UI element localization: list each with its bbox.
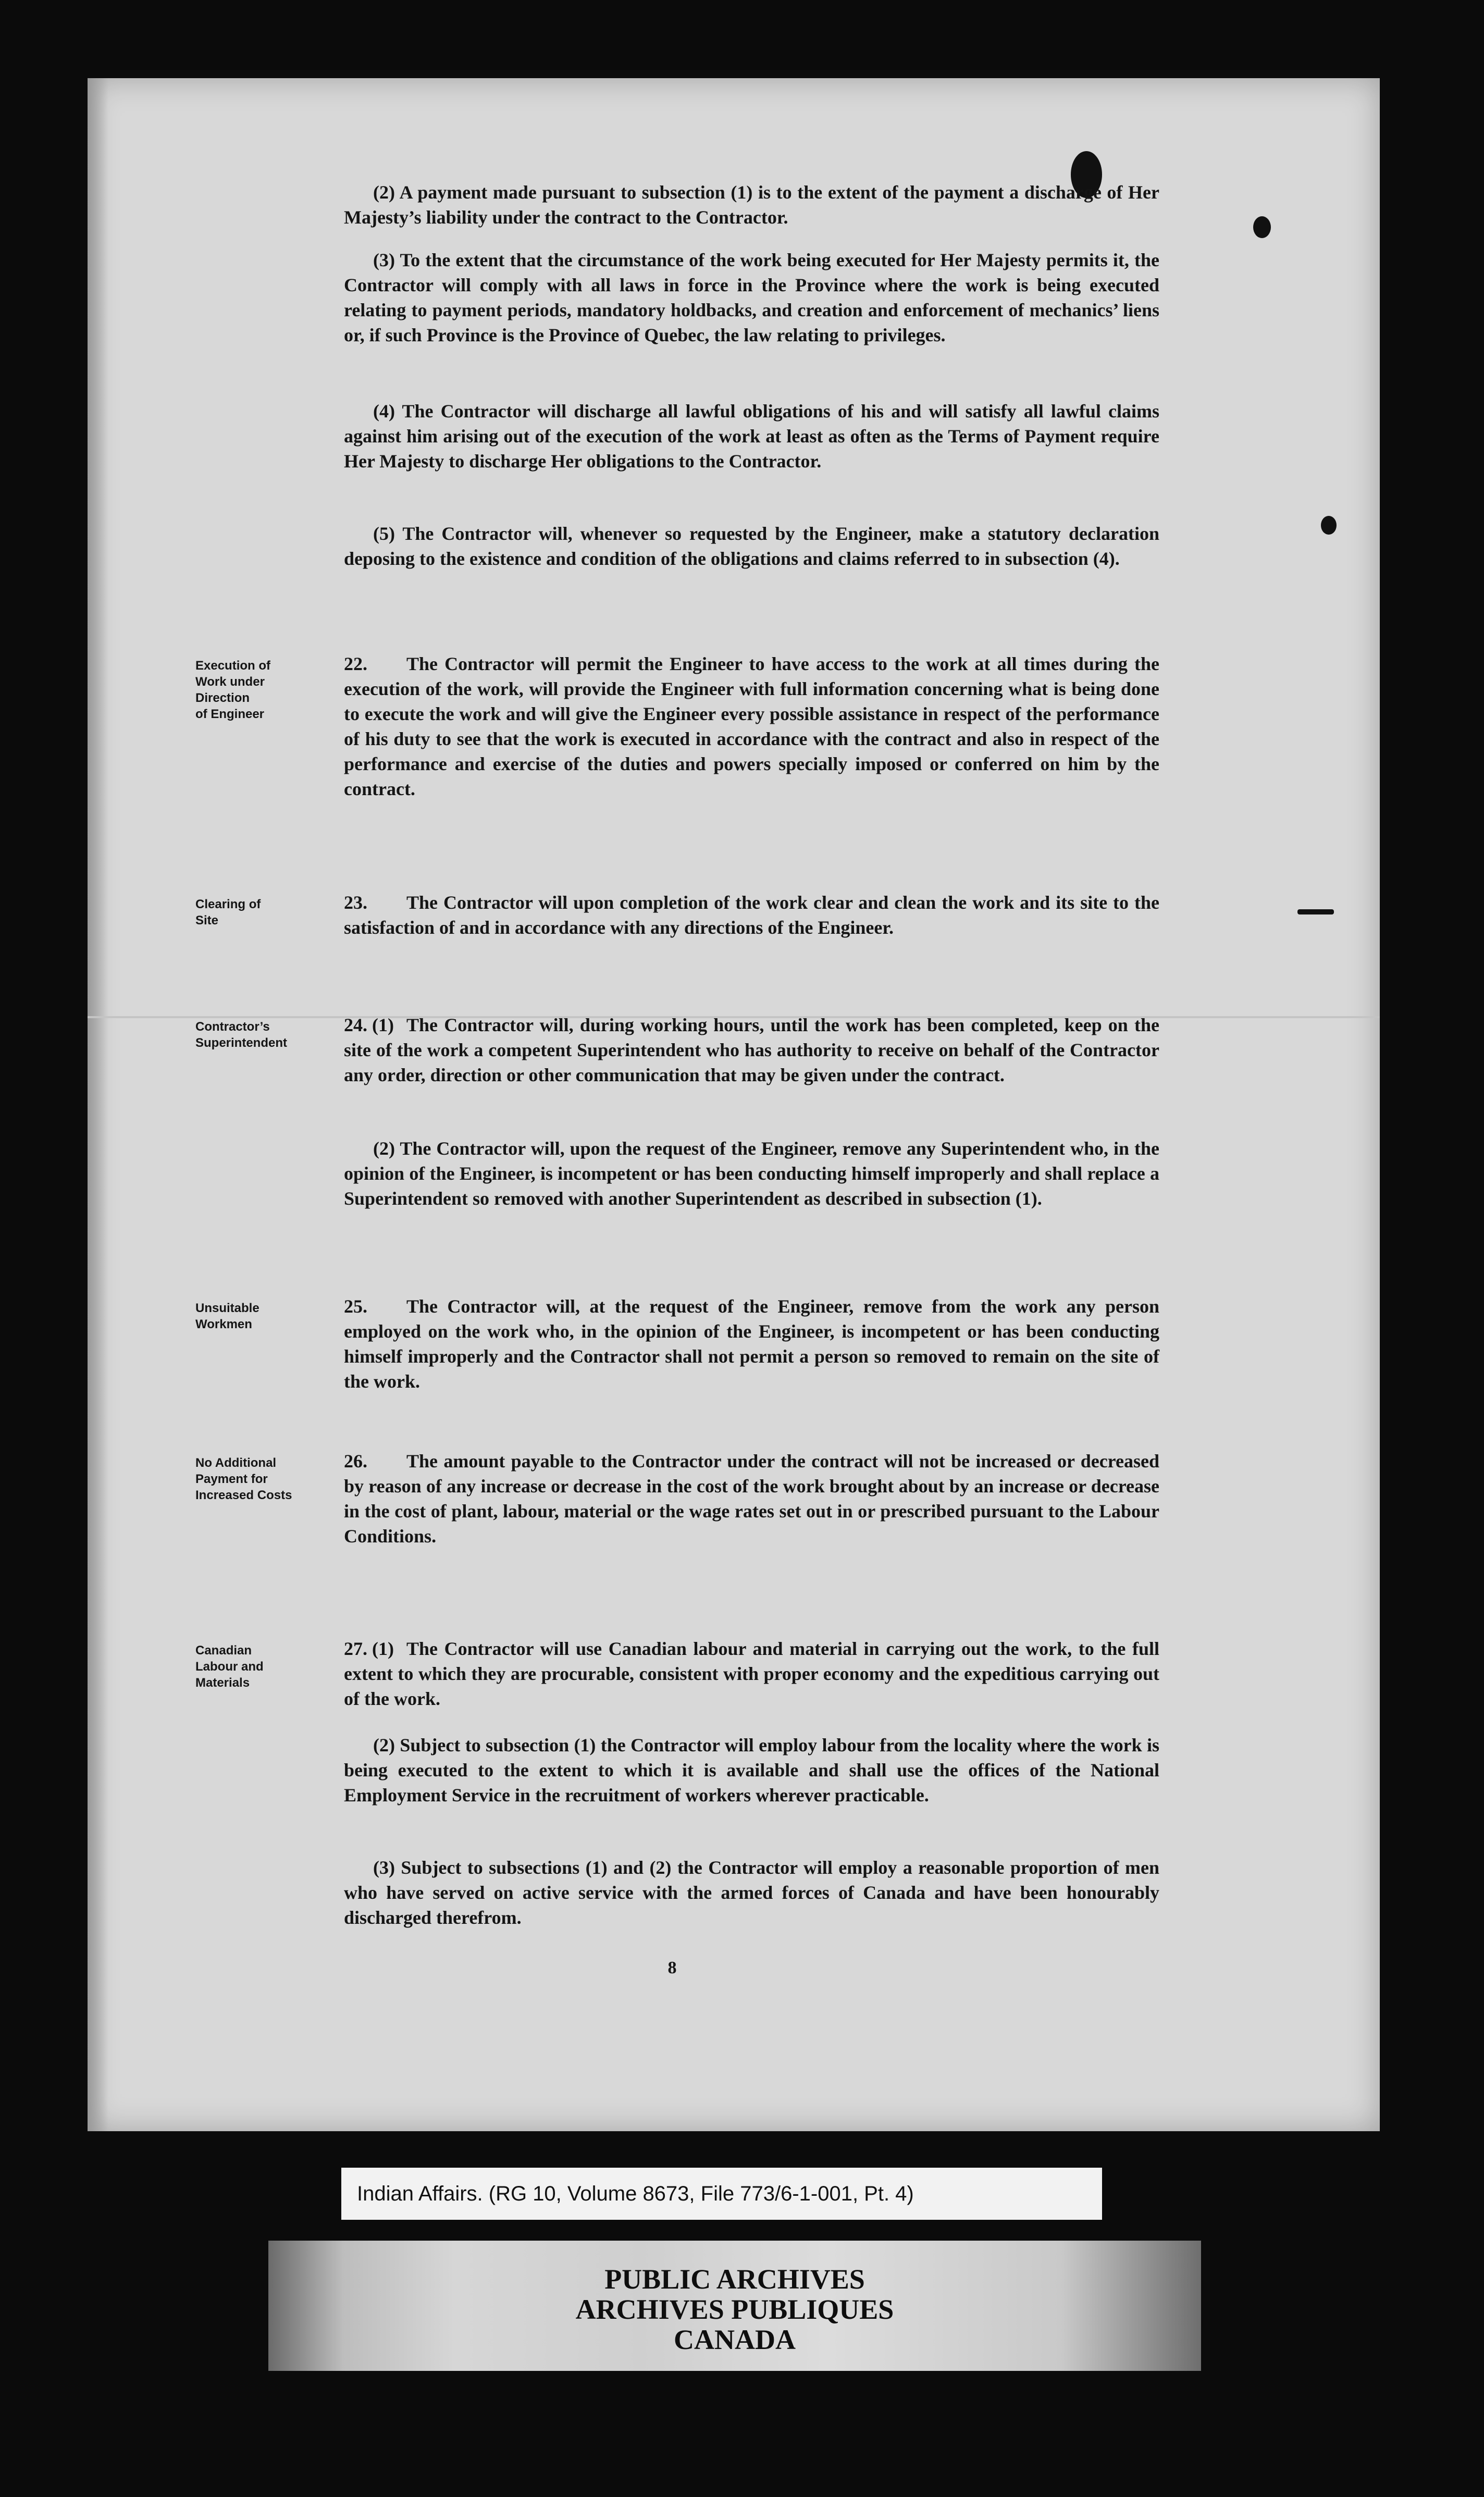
section-22 [344, 651, 1159, 801]
archive-line-1: PUBLIC ARCHIVES [604, 2264, 865, 2295]
paragraph-5: (5) The Contractor will, whenever so requested by the Engineer, make a statutory declaration deposing to the existence and condition of the obligations and claims referred to in subsection (4). [344, 523, 1159, 569]
section-24-2: (2) The Contractor will, upon the request of the Engineer, remove any Superintendent who, in the opinion of the Engineer, is incompetent or has been conducting himself improperly and shall replace a Superintendent so removed with another Superintendent as described in subsection (1). [344, 1138, 1159, 1209]
section-number: 23. [344, 892, 367, 913]
section-26 [344, 1449, 1159, 1549]
margin-heading-22: Execution of Work under Direction of Engineer [195, 659, 271, 721]
document-page [88, 78, 1380, 2131]
archive-line-3: CANADA [674, 2324, 796, 2355]
margin-heading-23: Clearing of Site [195, 897, 261, 928]
archive-stamp-strip [268, 2241, 1201, 2371]
archive-line-2: ARCHIVES PUBLIQUES [575, 2294, 894, 2325]
section-27-2: (2) Subject to subsection (1) the Contractor will employ labour from the locality where the work is being executed to the extent to which it is available and shall use the offices of the National Employment Service in the recruitment of workers wherever practicable. [344, 1735, 1159, 1806]
margin-heading-26: No Additional Payment for Increased Costs [195, 1456, 292, 1502]
section-25 [344, 1294, 1159, 1394]
section-text: The Contractor will, during working hours, until the work has been completed, keep on the site of the work a competent Superintendent who has authority to receive on behalf of the Contractor any order, direction or other communication that may be given under the contract. [344, 1015, 1159, 1085]
section-text: The amount payable to the Contractor under the contract will not be increased or decreased by reason of any increase or decrease in the cost of the work brought about by an increase or decrease in the cost of plant, labour, material or the wage rates set out in or prescribed pursuant to the Labour Conditions. [344, 1451, 1159, 1547]
margin-heading-27: Canadian Labour and Materials [195, 1643, 264, 1690]
section-number: 25. [344, 1296, 367, 1317]
section-number: 26. [344, 1451, 367, 1472]
paragraph-2: (2) A payment made pursuant to subsection (1) is to the extent of the payment a discharge of Her Majesty’s liability under the contract to the Contractor. [344, 182, 1159, 228]
ink-blot [1253, 216, 1271, 238]
archive-reference-label: Indian Affairs. (RG 10, Volume 8673, File 773/6-1-001, Pt. 4) [341, 2168, 1102, 2220]
paragraph-4: (4) The Contractor will discharge all lawful obligations of his and will satisfy all lawful claims against him arising out of the execution of the work at least as often as the Terms of Payment require Her Majesty to discharge Her obligations to the Contractor. [344, 401, 1159, 472]
paragraph-3: (3) To the extent that the circumstance of the work being executed for Her Majesty permits it, the Contractor will comply with all laws in force in the Province where the work is being executed relating to payment periods, mandatory holdbacks, and creation and enforcement of mechanics’ liens or, if such Province is the Province of Quebec, the law relating to privileges. [344, 250, 1159, 345]
page-number: 8 [667, 1958, 677, 1977]
section-27-3: (3) Subject to subsections (1) and (2) the Contractor will employ a reasonable proportion of men who have served on active service with the armed forces of Canada and have been honourably discharged therefrom. [344, 1857, 1159, 1928]
section-text: The Contractor will, at the request of the Engineer, remove from the work any person employed on the work who, in the opinion of the Engineer, is incompetent or has been conducting himself improperly and the Contractor shall not permit a person so removed to remain on the site of the work. [344, 1296, 1159, 1392]
ink-blot [1321, 516, 1337, 535]
section-27-1 [344, 1636, 1159, 1711]
section-text: The Contractor will permit the Engineer to have access to the work at all times during the execution of the work, will provide the Engineer with full information concerning what is being done to execute the work and will give the Engineer every possible assistance in respect of the performance of his duty to see that the work is executed in accordance with the contract and also in respect of the performance and exercise of the duties and powers specially imposed or conferred on him by the contract. [344, 653, 1159, 799]
margin-heading-25: Unsuitable Workmen [195, 1301, 259, 1331]
section-number: 22. [344, 653, 367, 674]
section-24-1 [344, 1012, 1159, 1087]
margin-heading-24: Contractor’s Superintendent [195, 1020, 288, 1050]
section-text: The Contractor will use Canadian labour and material in carrying out the work, to the full extent to which they are procurable, consistent with proper economy and the expeditious carrying out of the work. [344, 1638, 1159, 1709]
section-text: The Contractor will upon completion of the work clear and clean the work and its site to the satisfaction of and in accordance with any directions of the Engineer. [344, 892, 1159, 938]
page-edge-shadow [88, 78, 108, 2131]
section-number: 27. (1) [344, 1638, 394, 1659]
section-23 [344, 890, 1159, 940]
section-number: 24. (1) [344, 1015, 394, 1035]
ink-blot [1297, 909, 1334, 914]
